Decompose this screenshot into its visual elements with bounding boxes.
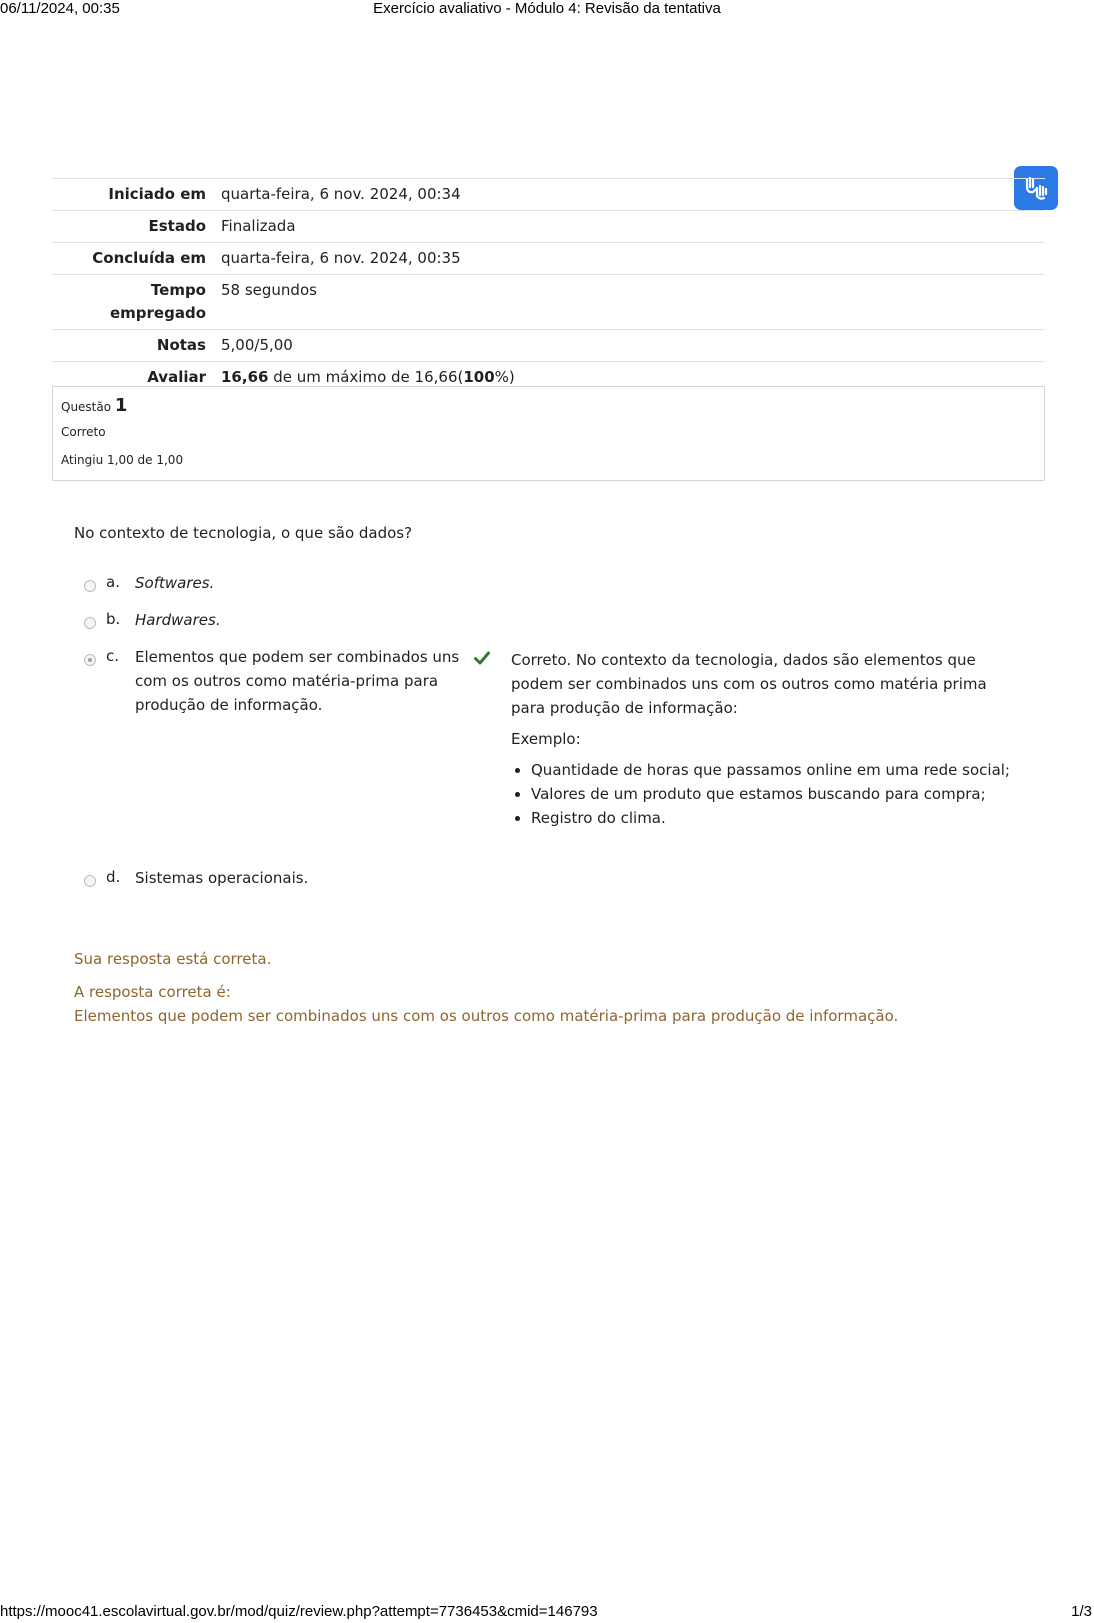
answer-letter: d. [106, 868, 121, 886]
grade-middle: de um máximo de 16,66( [268, 368, 464, 386]
question-grade: Atingiu 1,00 de 1,00 [61, 453, 184, 467]
list-item: • Registro do clima. [531, 806, 1011, 830]
summary-label: Estado [52, 211, 221, 243]
question-number [61, 395, 127, 416]
summary-label: Tempo empregado [52, 275, 221, 330]
answer-radio[interactable] [84, 875, 96, 887]
right-answer-text: Elementos que podem ser combinados uns com os outros como matéria-prima para produção de informação. [74, 1007, 899, 1025]
right-answer-label: A resposta correta é: [74, 983, 231, 1001]
outcome-status: Sua resposta está correta. [74, 950, 272, 968]
grade-suffix: %) [494, 368, 515, 386]
check-icon [474, 651, 490, 665]
summary-label: Iniciado em [52, 179, 221, 211]
answer-letter: b. [106, 610, 121, 628]
answer-radio-selected[interactable] [84, 654, 96, 666]
answer-text: Elementos que podem ser combinados uns com os outros como matéria-prima para produção de informação. [135, 648, 460, 714]
print-header [0, 0, 1094, 18]
question-state: Correto [61, 425, 106, 439]
question-prefix: Questão [61, 400, 112, 414]
summary-label: Notas [52, 330, 221, 362]
summary-row-marks [52, 330, 1045, 362]
summary-row-state [52, 211, 1045, 243]
print-url: https://mooc41.escolavirtual.gov.br/mod/quiz/review.php?attempt=7736453&cmid=146793 [0, 1603, 598, 1620]
print-datetime: 06/11/2024, 00:35 [0, 0, 120, 17]
list-item: • Quantidade de horas que passamos online em uma rede social; [531, 758, 1011, 782]
attempt-summary-table [52, 178, 1045, 393]
answer-letter: a. [106, 573, 120, 591]
answer-radio[interactable] [84, 580, 96, 592]
answer-radio[interactable] [84, 617, 96, 629]
question-text: No contexto de tecnologia, o que são dados? [74, 524, 413, 542]
grade-score: 16,66 [221, 368, 269, 386]
list-item: • Valores de um produto que estamos buscando para compra; [531, 782, 1011, 806]
summary-row-started [52, 179, 1045, 211]
summary-value: 58 segundos [221, 275, 1045, 330]
feedback-example-label: Exemplo: [511, 730, 581, 748]
summary-label: Concluída em [52, 243, 221, 275]
summary-value: quarta-feira, 6 nov. 2024, 00:34 [221, 179, 1045, 211]
question-info-box [52, 386, 1045, 481]
answer-text: Sistemas operacionais. [135, 869, 309, 887]
feedback-text: Correto. No contexto da tecnologia, dados são elementos que podem ser combinados uns com os outros como matéria prima para produção de informação: [511, 651, 987, 717]
print-footer [0, 1603, 1094, 1621]
summary-row-completed [52, 243, 1045, 275]
answer-feedback [511, 648, 1011, 830]
summary-value: quarta-feira, 6 nov. 2024, 00:35 [221, 243, 1045, 275]
summary-row-time-taken [52, 275, 1045, 330]
summary-label: Avaliar [52, 362, 221, 394]
feedback-example-list [511, 758, 1011, 830]
answer-text: Hardwares. [135, 611, 221, 629]
grade-percent: 100 [463, 368, 495, 386]
print-title: Exercício avaliativo - Módulo 4: Revisão da tentativa [373, 0, 721, 17]
answer-text: Softwares. [135, 574, 215, 592]
print-page-number: 1/3 [1071, 1603, 1092, 1620]
answer-letter: c. [106, 647, 120, 665]
summary-value: Finalizada [221, 211, 1045, 243]
question-number-value: 1 [114, 395, 128, 416]
summary-value: 5,00/5,00 [221, 330, 1045, 362]
